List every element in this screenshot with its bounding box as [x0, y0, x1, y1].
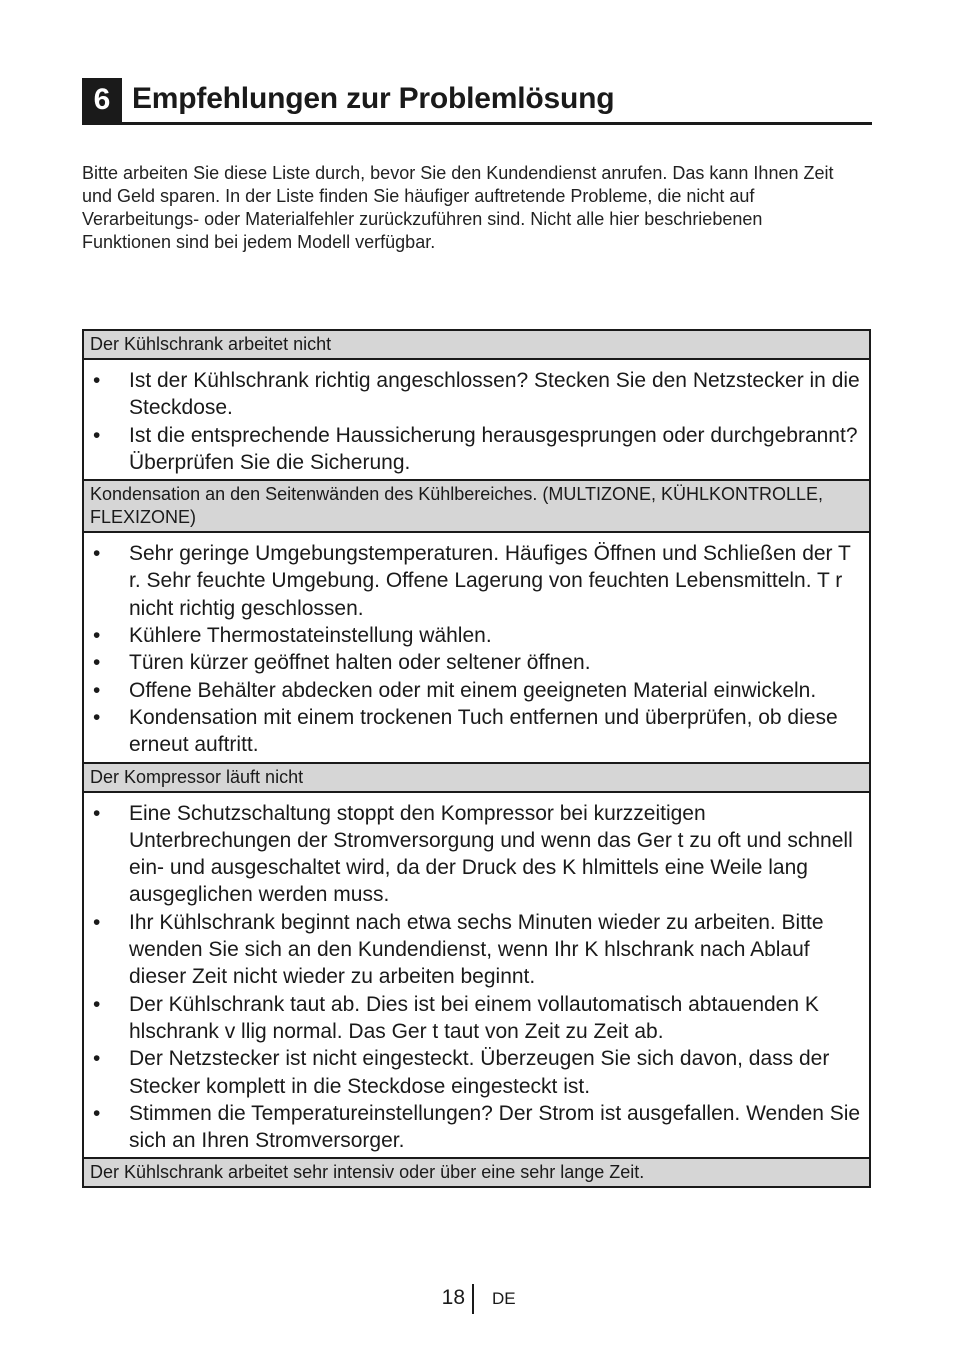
list-item [90, 704, 861, 759]
list-item [90, 422, 861, 477]
bullet-icon: • [93, 1101, 101, 1125]
problem-header: Kondensation an den Seitenwänden des Kühlbereiches. (MULTIZONE, KÜHLKONTROLLE, FLEXIZONE) [84, 481, 869, 533]
bullet-icon: • [93, 423, 101, 447]
section-heading [82, 78, 872, 125]
solution-text: Der Netzstecker ist nicht eingesteckt. Überzeugen Sie sich davon, dass der Stecker komplett in die Steckdose eingesteckt ist. [129, 1047, 830, 1098]
bullet-icon: • [93, 910, 101, 934]
solution-text: Türen kürzer geöffnet halten oder seltener öffnen. [129, 651, 591, 675]
troubleshooting-table [82, 329, 871, 1188]
solution-text: Der Kühlschrank taut ab. Dies ist bei einem vollautomatisch abtauenden K hlschrank v llig normal. Das Ger t taut von Zeit zu Zeit ab. [129, 992, 819, 1043]
solution-text: Ist der Kühlschrank richtig angeschlossen? Stecken Sie den Netzstecker in die Steckdose. [129, 369, 860, 420]
bullet-icon: • [93, 1047, 101, 1071]
solution-text: Ist die entsprechende Haussicherung herausgesprungen oder durchgebrannt? Überprüfen Sie die Sicherung. [129, 423, 858, 474]
solution-text: Stimmen die Temperatureinstellungen? Der Strom ist ausgefallen. Wenden Sie sich an Ihren Stromversorger. [129, 1101, 861, 1153]
section-number: 6 [82, 78, 122, 122]
page-title: Empfehlungen zur Problemlösung [132, 82, 615, 115]
solution-text: Ihr Kühlschrank beginnt nach etwa sechs Minuten wieder zu arbeiten. Bitte wenden Sie sich an den Kundendienst, wenn Ihr K hlschrank nach Ablauf dieser Zeit nicht wieder zu arbeiten beginnt. [129, 910, 824, 989]
bullet-icon: • [93, 624, 101, 648]
list-item [90, 1045, 861, 1100]
bullet-icon: • [93, 651, 101, 675]
solution-list [84, 360, 869, 481]
solution-list [84, 533, 869, 763]
intro-paragraph: Bitte arbeiten Sie diese Liste durch, bevor Sie den Kundendienst anrufen. Das kann Ihnen Zeit und Geld sparen. In der Liste finden Sie häufiger auftretende Probleme, die nicht auf Verarbeitungs- oder Materialfehler zurückzuführen sind. Nicht alle hier beschriebenen Funktionen sind bei jedem Modell verfügbar. [82, 163, 834, 252]
problem-header: Der Kompressor läuft nicht [84, 764, 869, 793]
list-item [90, 622, 861, 649]
solution-text: Sehr geringe Umgebungstemperaturen. Häufiges Öffnen und Schließen der T r. Sehr feuchte Umgebung. Offene Lagerung von feuchten Lebensmitteln. T r nicht richtig geschlossen. [129, 542, 851, 620]
list-item [90, 991, 861, 1046]
solution-text: Eine Schutzschaltung stoppt den Kompressor bei kurzzeitigen Unterbrechungen der Stromversorgung und wenn das Ger t zu oft und schnell ein- und ausgeschaltet wird, da der Druck des K hlmittels eine Weile lang ausgeglichen werden muss. [129, 801, 853, 907]
list-item [90, 540, 861, 622]
bullet-icon: • [93, 801, 101, 825]
list-item [90, 677, 861, 704]
footer-divider [472, 1284, 474, 1314]
solution-text: Kondensation mit einem trockenen Tuch entfernen und überprüfen, ob diese erneut auftritt. [129, 705, 838, 757]
problem-header: Der Kühlschrank arbeitet sehr intensiv oder über eine sehr lange Zeit. [84, 1159, 869, 1186]
bullet-icon: • [93, 369, 101, 392]
solution-list [84, 793, 869, 1160]
list-item [90, 1100, 861, 1155]
page-footer [0, 1284, 954, 1314]
bullet-icon: • [93, 705, 101, 729]
problem-header: Der Kühlschrank arbeitet nicht [84, 331, 869, 360]
bullet-icon: • [93, 678, 101, 702]
list-item [90, 367, 861, 422]
language-code: DE [492, 1289, 516, 1308]
list-item [90, 649, 861, 676]
bullet-icon: • [93, 992, 101, 1016]
page-number: 18 [441, 1286, 465, 1309]
solution-text: Offene Behälter abdecken oder mit einem geeigneten Material einwickeln. [129, 678, 817, 702]
bullet-icon: • [93, 542, 101, 566]
list-item [90, 909, 861, 991]
solution-text: Kühlere Thermostateinstellung wählen. [129, 624, 492, 648]
list-item [90, 800, 861, 909]
